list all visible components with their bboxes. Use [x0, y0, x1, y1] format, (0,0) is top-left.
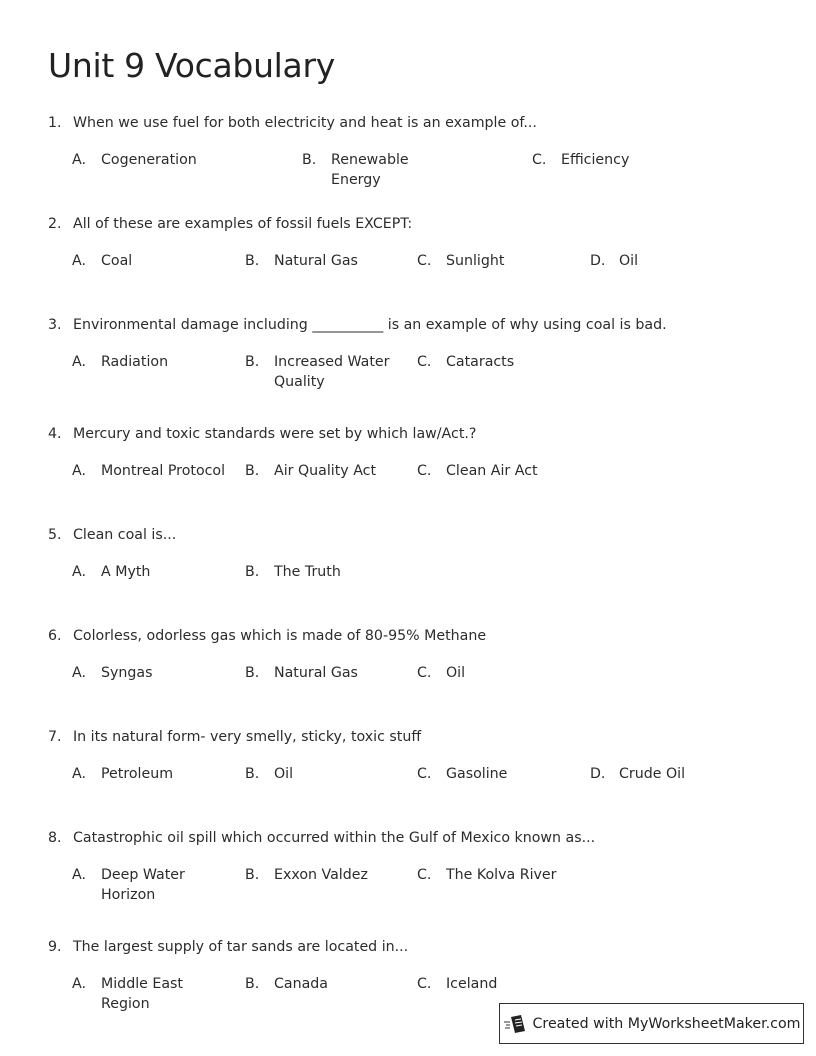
- answer-options: [48, 563, 768, 603]
- option-text: The Truth: [274, 564, 341, 580]
- option-text: Renewable Energy: [331, 152, 409, 188]
- option-text: Petroleum: [101, 766, 174, 782]
- answer-options: [48, 353, 768, 393]
- answer-option-a[interactable]: [72, 975, 231, 1014]
- question-text: When we use fuel for both electricity and heat is an example of...: [73, 115, 537, 131]
- answer-option-a[interactable]: [72, 353, 231, 373]
- question-line: [48, 315, 768, 335]
- option-letter: A.: [72, 766, 86, 782]
- option-letter: A.: [72, 152, 86, 168]
- question-line: [48, 424, 768, 444]
- option-text: Syngas: [101, 665, 153, 681]
- answer-option-c[interactable]: [417, 866, 576, 886]
- question-7: [48, 727, 768, 805]
- answer-option-d[interactable]: [590, 765, 749, 785]
- option-letter: B.: [302, 152, 317, 168]
- option-letter: A.: [72, 463, 86, 479]
- option-letter: B.: [245, 564, 260, 580]
- option-letter: A.: [72, 354, 86, 370]
- option-letter: B.: [245, 253, 260, 269]
- answer-option-b[interactable]: [245, 866, 404, 886]
- option-letter: C.: [532, 152, 547, 168]
- answer-option-d[interactable]: [590, 252, 749, 272]
- option-letter: C.: [417, 253, 432, 269]
- option-text: A Myth: [101, 564, 151, 580]
- answer-option-b[interactable]: [245, 765, 404, 785]
- option-letter: A.: [72, 867, 86, 883]
- question-line: [48, 937, 768, 957]
- question-line: [48, 727, 768, 747]
- answer-option-c[interactable]: [417, 252, 576, 272]
- answer-option-c[interactable]: [417, 664, 576, 684]
- question-number: 2.: [48, 216, 62, 232]
- question-8: [48, 828, 768, 906]
- question-number: 5.: [48, 527, 62, 543]
- question-number: 9.: [48, 939, 62, 955]
- option-text: Clean Air Act: [446, 463, 538, 479]
- answer-options: [48, 462, 768, 502]
- question-line: [48, 525, 768, 545]
- answer-options: [48, 765, 768, 805]
- answer-option-b[interactable]: [245, 353, 404, 392]
- answer-option-c[interactable]: [417, 353, 576, 373]
- answer-option-a[interactable]: [72, 563, 231, 583]
- question-2: [48, 214, 768, 292]
- question-4: [48, 424, 768, 502]
- option-text: Oil: [619, 253, 639, 269]
- answer-option-a[interactable]: [72, 866, 231, 905]
- answer-options: [48, 664, 768, 704]
- question-number: 6.: [48, 628, 62, 644]
- option-text: Montreal Protocol: [101, 463, 226, 479]
- option-text: Crude Oil: [619, 766, 686, 782]
- option-text: Deep Water Horizon: [101, 867, 185, 903]
- answer-options: [48, 151, 768, 191]
- question-1: [48, 113, 768, 191]
- option-text: Sunlight: [446, 253, 505, 269]
- option-letter: B.: [245, 976, 260, 992]
- answer-option-a[interactable]: [72, 151, 231, 171]
- question-number: 4.: [48, 426, 62, 442]
- option-letter: B.: [245, 867, 260, 883]
- option-text: Oil: [274, 766, 294, 782]
- option-letter: C.: [417, 665, 432, 681]
- option-letter: B.: [245, 463, 260, 479]
- answer-option-b[interactable]: [302, 151, 461, 190]
- question-number: 3.: [48, 317, 62, 333]
- worksheet-logo-icon: [503, 1014, 527, 1034]
- question-text: Mercury and toxic standards were set by which law/Act.?: [73, 426, 477, 442]
- option-letter: B.: [245, 766, 260, 782]
- option-letter: C.: [417, 976, 432, 992]
- answer-options: [48, 866, 768, 906]
- answer-options: [48, 252, 768, 292]
- answer-option-b[interactable]: [245, 664, 404, 684]
- option-text: Canada: [274, 976, 328, 992]
- option-letter: C.: [417, 354, 432, 370]
- option-letter: A.: [72, 253, 86, 269]
- option-letter: D.: [590, 766, 606, 782]
- option-text: Cataracts: [446, 354, 515, 370]
- option-letter: B.: [245, 665, 260, 681]
- answer-option-a[interactable]: [72, 664, 231, 684]
- question-text: All of these are examples of fossil fuels EXCEPT:: [73, 216, 413, 232]
- answer-option-a[interactable]: [72, 462, 231, 482]
- option-letter: C.: [417, 766, 432, 782]
- option-text: Exxon Valdez: [274, 867, 368, 883]
- option-text: Cogeneration: [101, 152, 197, 168]
- question-text: In its natural form- very smelly, sticky, toxic stuff: [73, 729, 422, 745]
- answer-option-c[interactable]: [532, 151, 691, 171]
- option-text: Iceland: [446, 976, 498, 992]
- answer-option-c[interactable]: [417, 765, 576, 785]
- answer-option-c[interactable]: [417, 975, 576, 995]
- question-text: Catastrophic oil spill which occurred within the Gulf of Mexico known as...: [73, 830, 596, 846]
- answer-option-b[interactable]: [245, 563, 404, 583]
- option-letter: B.: [245, 354, 260, 370]
- question-text: Colorless, odorless gas which is made of 80-95% Methane: [73, 628, 487, 644]
- option-text: The Kolva River: [446, 867, 557, 883]
- footer-text: Created with MyWorksheetMaker.com: [532, 1015, 801, 1032]
- answer-option-b[interactable]: [245, 252, 404, 272]
- answer-option-c[interactable]: [417, 462, 576, 482]
- option-letter: C.: [417, 867, 432, 883]
- option-text: Oil: [446, 665, 466, 681]
- question-5: [48, 525, 768, 603]
- page-title: Unit 9 Vocabulary: [48, 46, 335, 85]
- option-text: Radiation: [101, 354, 169, 370]
- question-number: 7.: [48, 729, 62, 745]
- question-line: [48, 113, 768, 133]
- option-letter: C.: [417, 463, 432, 479]
- answer-option-a[interactable]: [72, 765, 231, 785]
- question-line: [48, 626, 768, 646]
- option-letter: A.: [72, 564, 86, 580]
- option-text: Gasoline: [446, 766, 508, 782]
- created-with-badge[interactable]: [499, 1003, 804, 1044]
- question-6: [48, 626, 768, 704]
- option-text: Increased Water Quality: [274, 354, 390, 390]
- option-letter: A.: [72, 976, 86, 992]
- option-letter: D.: [590, 253, 606, 269]
- question-line: [48, 828, 768, 848]
- option-letter: A.: [72, 665, 86, 681]
- option-text: Middle East Region: [101, 976, 183, 1012]
- option-text: Efficiency: [561, 152, 630, 168]
- question-line: [48, 214, 768, 234]
- question-text: Environmental damage including __________ is an example of why using coal is bad.: [73, 317, 667, 333]
- option-text: Natural Gas: [274, 253, 358, 269]
- question-number: 1.: [48, 115, 62, 131]
- option-text: Natural Gas: [274, 665, 358, 681]
- option-text: Coal: [101, 253, 133, 269]
- option-text: Air Quality Act: [274, 463, 377, 479]
- question-text: Clean coal is...: [73, 527, 177, 543]
- answer-option-a[interactable]: [72, 252, 231, 272]
- question-text: The largest supply of tar sands are located in...: [73, 939, 409, 955]
- question-number: 8.: [48, 830, 62, 846]
- question-3: [48, 315, 768, 393]
- answer-option-b[interactable]: [245, 975, 404, 995]
- answer-option-b[interactable]: [245, 462, 404, 482]
